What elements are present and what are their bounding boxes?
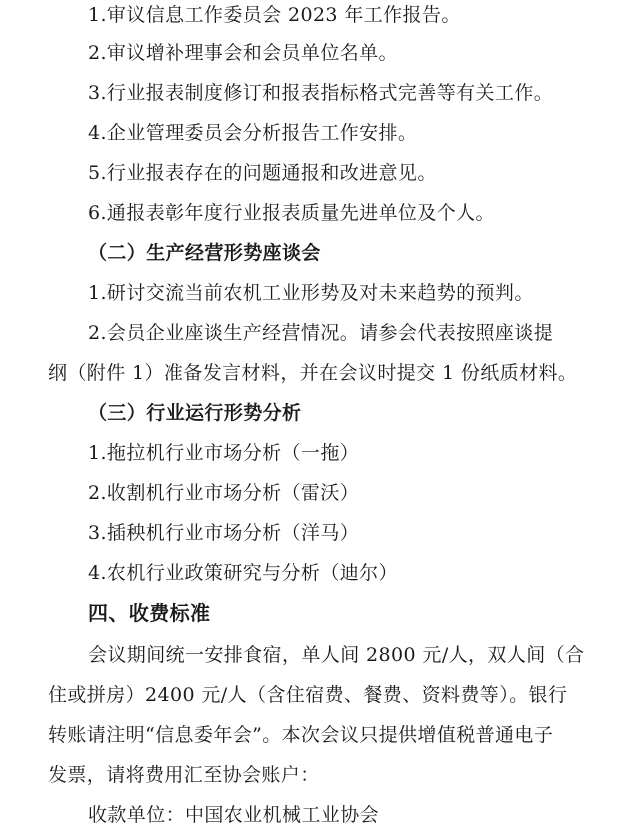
industry-item-1: 1.拖拉机行业市场分析（一拖）	[88, 442, 360, 464]
production-item-1: 1.研讨交流当前农机工业形势及对未来趋势的预判。	[88, 282, 534, 304]
agenda-item-2: 2.审议增补理事会和会员单位名单。	[88, 42, 398, 64]
agenda-item-6: 6.通报表彰年度行业报表质量先进单位及个人。	[88, 202, 495, 224]
agenda-item-1: 1.审议信息工作委员会 2023 年工作报告。	[88, 4, 461, 26]
production-item-2-continued: 纲（附件 1）准备发言材料，并在会议时提交 1 份纸质材料。	[48, 362, 578, 384]
production-item-2: 2.会员企业座谈生产经营情况。请参会代表按照座谈提	[88, 322, 554, 344]
fees-line-2: 住或拼房）2400 元/人（含住宿费、餐费、资料费等）。银行	[48, 684, 568, 706]
fees-heading: 四、收费标准	[88, 601, 211, 625]
payee-line: 收款单位：中国农业机械工业协会	[88, 804, 380, 826]
fees-line-1: 会议期间统一安排食宿，单人间 2800 元/人，双人间（合	[88, 644, 585, 666]
industry-item-2: 2.收割机行业市场分析（雷沃）	[88, 482, 360, 504]
fees-line-3: 转账请注明“信息委年会”。本次会议只提供增值税普通电子	[48, 724, 554, 746]
section-heading-industry: （三）行业运行形势分析	[88, 402, 302, 424]
agenda-item-5: 5.行业报表存在的问题通报和改进意见。	[88, 162, 437, 184]
agenda-item-4: 4.企业管理委员会分析报告工作安排。	[88, 122, 418, 144]
section-heading-production: （二）生产经营形势座谈会	[88, 242, 321, 264]
fees-line-4: 发票，请将费用汇至协会账户：	[48, 764, 320, 786]
agenda-item-3: 3.行业报表制度修订和报表指标格式完善等有关工作。	[88, 82, 554, 104]
industry-item-3: 3.插秧机行业市场分析（洋马）	[88, 522, 360, 544]
industry-item-4: 4.农机行业政策研究与分析（迪尔）	[88, 562, 398, 584]
